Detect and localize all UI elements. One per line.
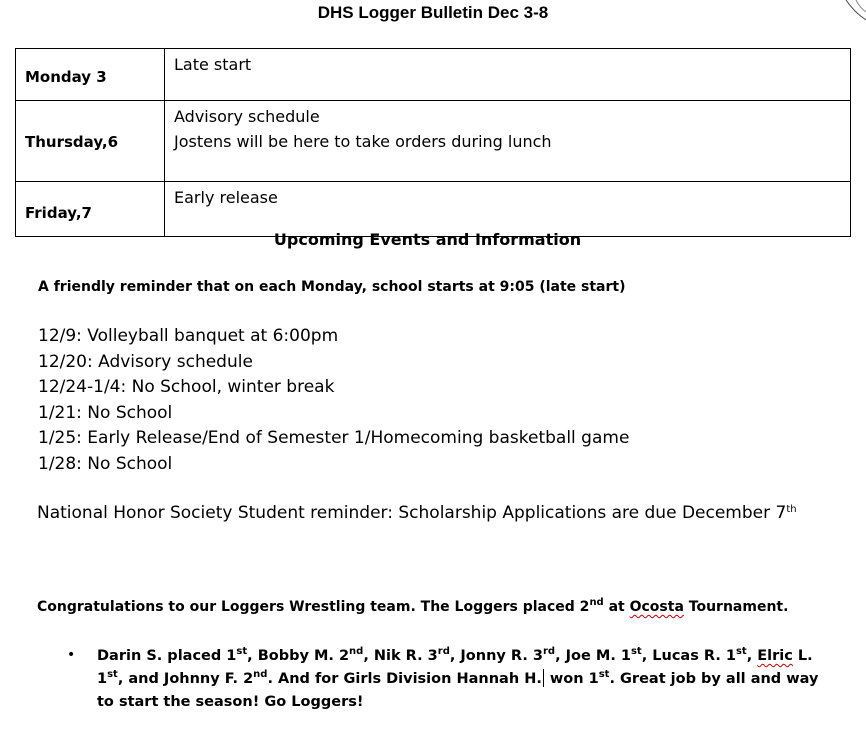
event-item: 12/20: Advisory schedule — [38, 351, 253, 372]
results-sup: st — [107, 669, 118, 680]
congrats-paragraph — [37, 599, 837, 615]
schedule-line: Early release — [174, 188, 278, 207]
spellcheck-word: Ocosta — [629, 599, 684, 615]
results-sup: rd — [543, 646, 556, 657]
results-sup: st — [598, 669, 610, 680]
results-part: , Jonny R. 3 — [449, 648, 543, 664]
event-item: 12/24-1/4: No School, winter break — [38, 377, 335, 397]
results-part: L. 1 — [97, 648, 813, 687]
monday-reminder: A friendly reminder that on each Monday, school starts at 9:05 (late start) — [38, 279, 626, 295]
results-part: , Joe M. 1 — [555, 648, 631, 664]
results-sup: nd — [253, 669, 268, 680]
results-bullet — [67, 645, 827, 714]
schedule-day: Thursday,6 — [16, 101, 165, 182]
event-item: 1/28: No School — [38, 453, 173, 474]
schedule-desc — [165, 101, 851, 182]
results-part: won 1 — [544, 671, 599, 687]
results-part: , Nik R. 3 — [363, 648, 438, 664]
section-heading: Upcoming Events and Information — [273, 230, 582, 249]
schedule-row — [16, 182, 851, 237]
results-part: , Bobby M. 2 — [247, 648, 350, 664]
results-part: , Lucas R. 1 — [641, 648, 736, 664]
results-part: . And for Girls Division Hannah H. — [267, 671, 542, 687]
results-part: Darin S. placed 1 — [97, 648, 237, 664]
schedule-line: Advisory schedule — [174, 107, 320, 126]
schedule-row — [16, 101, 851, 182]
results-part: , — [746, 648, 758, 664]
schedule-day: Monday 3 — [16, 49, 165, 101]
event-item: 1/25: Early Release/End of Semester 1/Homecoming basketball game — [38, 428, 630, 448]
results-sup: rd — [437, 646, 450, 657]
congrats-text: at — [603, 599, 630, 615]
event-item: 12/9: Volleyball banquet at 6:00pm — [38, 326, 339, 346]
schedule-desc — [165, 182, 851, 237]
nhs-sup: th — [786, 504, 797, 515]
results-sup: st — [236, 646, 248, 657]
event-item: 1/21: No School — [38, 402, 173, 423]
results-sup: st — [735, 646, 747, 657]
schedule-table — [15, 48, 851, 237]
events-list — [38, 324, 629, 477]
page-corner-curl-icon — [836, 0, 866, 22]
nhs-text: National Honor Society Student reminder: Scholarship Applications are due December 7 — [37, 503, 787, 523]
results-sup: st — [630, 646, 642, 657]
results-text — [97, 645, 827, 714]
nhs-reminder — [37, 502, 837, 524]
results-part: , and Johnny F. 2 — [117, 671, 254, 687]
congrats-text: Congratulations to our Loggers Wrestling team. The Loggers placed 2 — [37, 599, 590, 615]
spellcheck-word: Elric — [757, 648, 793, 664]
results-part: . Great job by all and way to start the season! Go Loggers! — [97, 671, 819, 710]
text-cursor — [543, 669, 544, 687]
congrats-text: Tournament. — [683, 599, 789, 615]
schedule-line: Late start — [174, 55, 252, 74]
congrats-sup: nd — [589, 597, 604, 608]
schedule-desc — [165, 49, 851, 101]
bulletin-title: DHS Logger Bulletin Dec 3-8 — [317, 3, 549, 22]
bullet-icon: • — [67, 647, 76, 663]
schedule-row — [16, 49, 851, 101]
schedule-line: Jostens will be here to take orders during lunch — [174, 132, 552, 151]
schedule-day: Friday,7 — [16, 182, 165, 237]
results-sup: nd — [349, 646, 364, 657]
